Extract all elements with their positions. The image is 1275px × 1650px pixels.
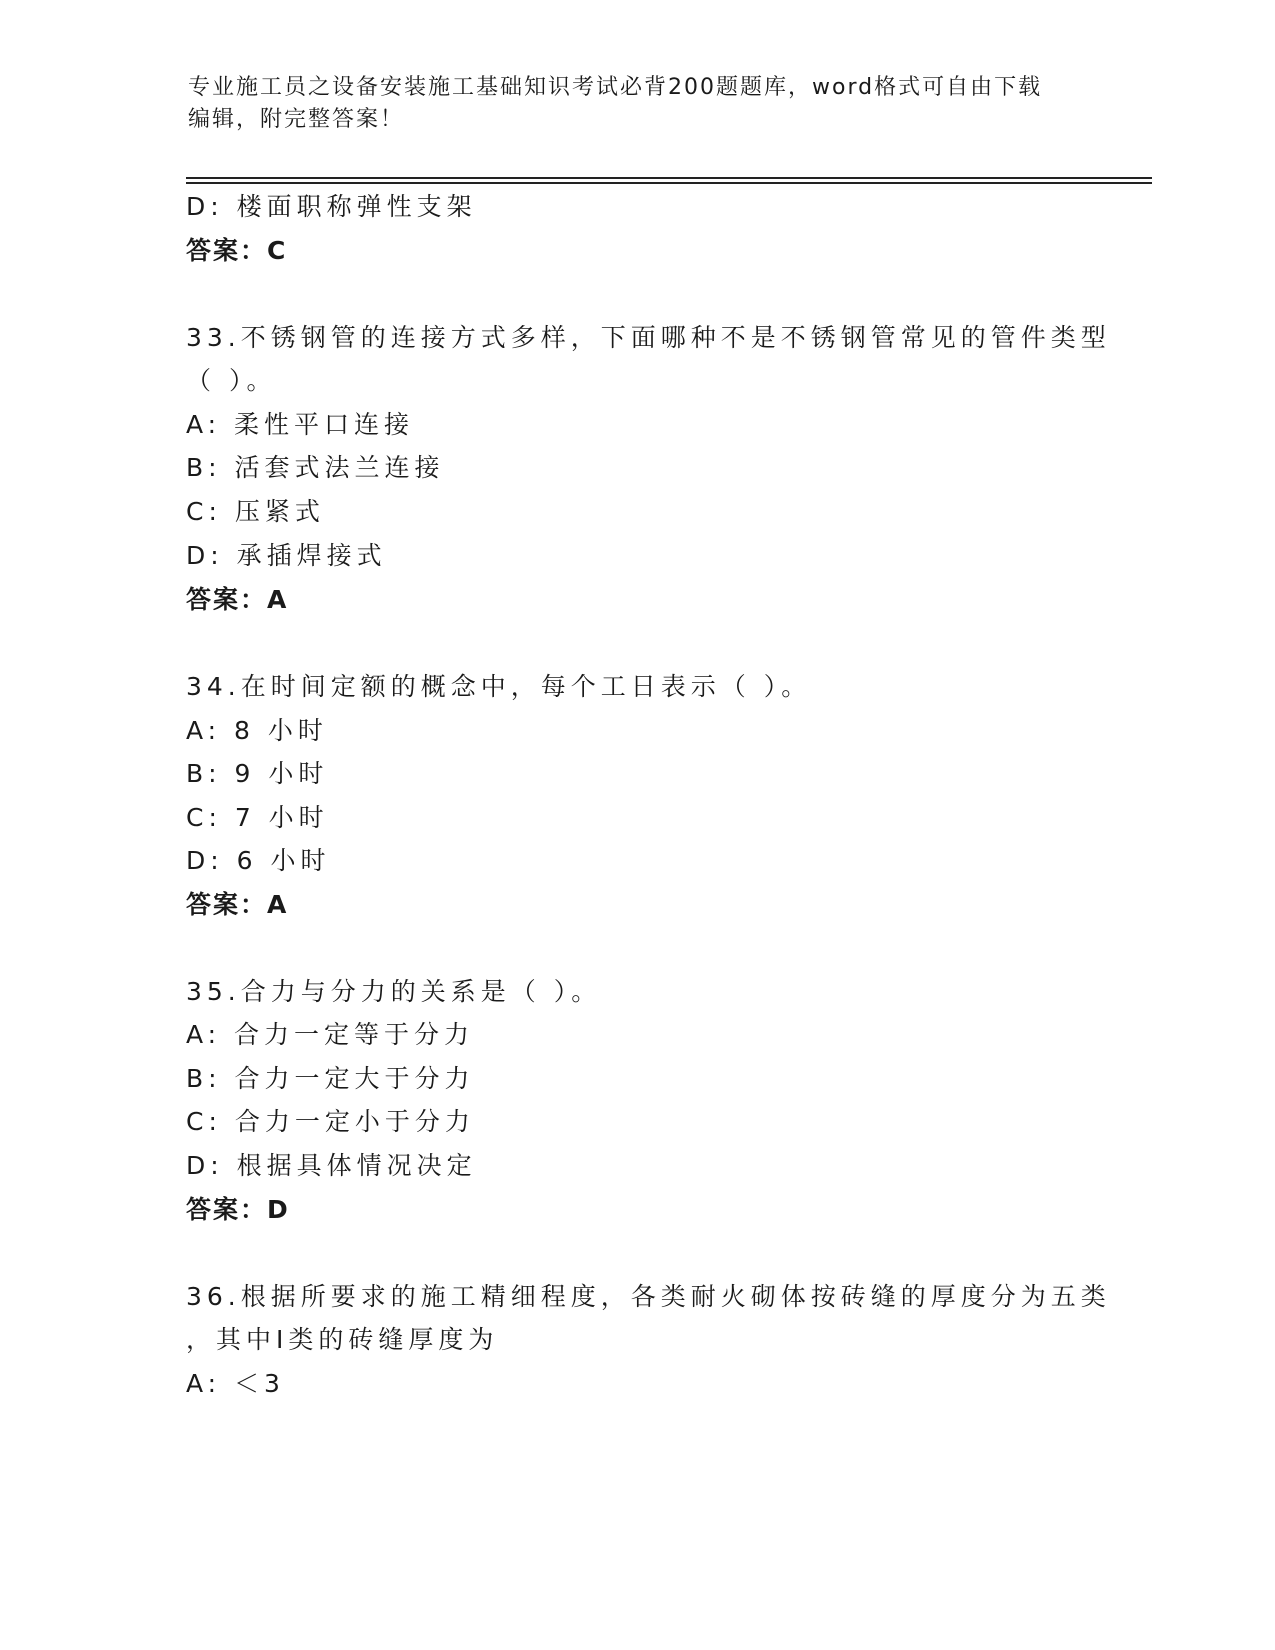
- q34-option-a: A: 8 小时: [186, 716, 328, 745]
- q33-option-d: D: 承插焊接式: [186, 541, 387, 570]
- header-divider-top: [186, 177, 1152, 179]
- q33-answer: 答案：A: [186, 585, 289, 614]
- q33-option-c: C: 压紧式: [186, 497, 325, 526]
- q33-stem-line-1: 33.不锈钢管的连接方式多样，下面哪种不是不锈钢管常见的管件类型: [186, 323, 1111, 352]
- q32-answer: 答案：C: [186, 236, 288, 265]
- q35-option-a: A: 合力一定等于分力: [186, 1020, 475, 1049]
- header-divider-bottom: [186, 182, 1152, 184]
- q34-option-d: D: 6 小时: [186, 846, 331, 875]
- q35-option-b: B: 合力一定大于分力: [186, 1064, 475, 1093]
- q33-option-a: A: 柔性平口连接: [186, 410, 415, 439]
- q34-answer: 答案：A: [186, 890, 289, 919]
- q35-option-c: C: 合力一定小于分力: [186, 1107, 475, 1136]
- header-line-1: 专业施工员之设备安装施工基础知识考试必背200题题库，word格式可自由下载: [188, 75, 1043, 100]
- q35-stem: 35.合力与分力的关系是（ ）。: [186, 977, 602, 1006]
- q34-option-c: C: 7 小时: [186, 803, 329, 832]
- q32-option-d: D: 楼面职称弹性支架: [186, 192, 477, 221]
- header-line-2: 编辑，附完整答案！: [188, 107, 405, 132]
- q33-option-b: B: 活套式法兰连接: [186, 453, 445, 482]
- q35-option-d: D: 根据具体情况决定: [186, 1151, 477, 1180]
- q35-answer: 答案：D: [186, 1195, 290, 1224]
- q36-stem-line-1: 36.根据所要求的施工精细程度，各类耐火砌体按砖缝的厚度分为五类: [186, 1282, 1111, 1311]
- q36-option-a: A: ＜3: [186, 1369, 285, 1398]
- q36-stem-line-2: ，其中Ⅰ类的砖缝厚度为: [186, 1325, 499, 1354]
- document-header: [188, 72, 1068, 136]
- q34-option-b: B: 9 小时: [186, 759, 329, 788]
- q34-stem: 34.在时间定额的概念中，每个工日表示（ ）。: [186, 672, 812, 701]
- q33-stem-line-2: （ ）。: [186, 366, 277, 395]
